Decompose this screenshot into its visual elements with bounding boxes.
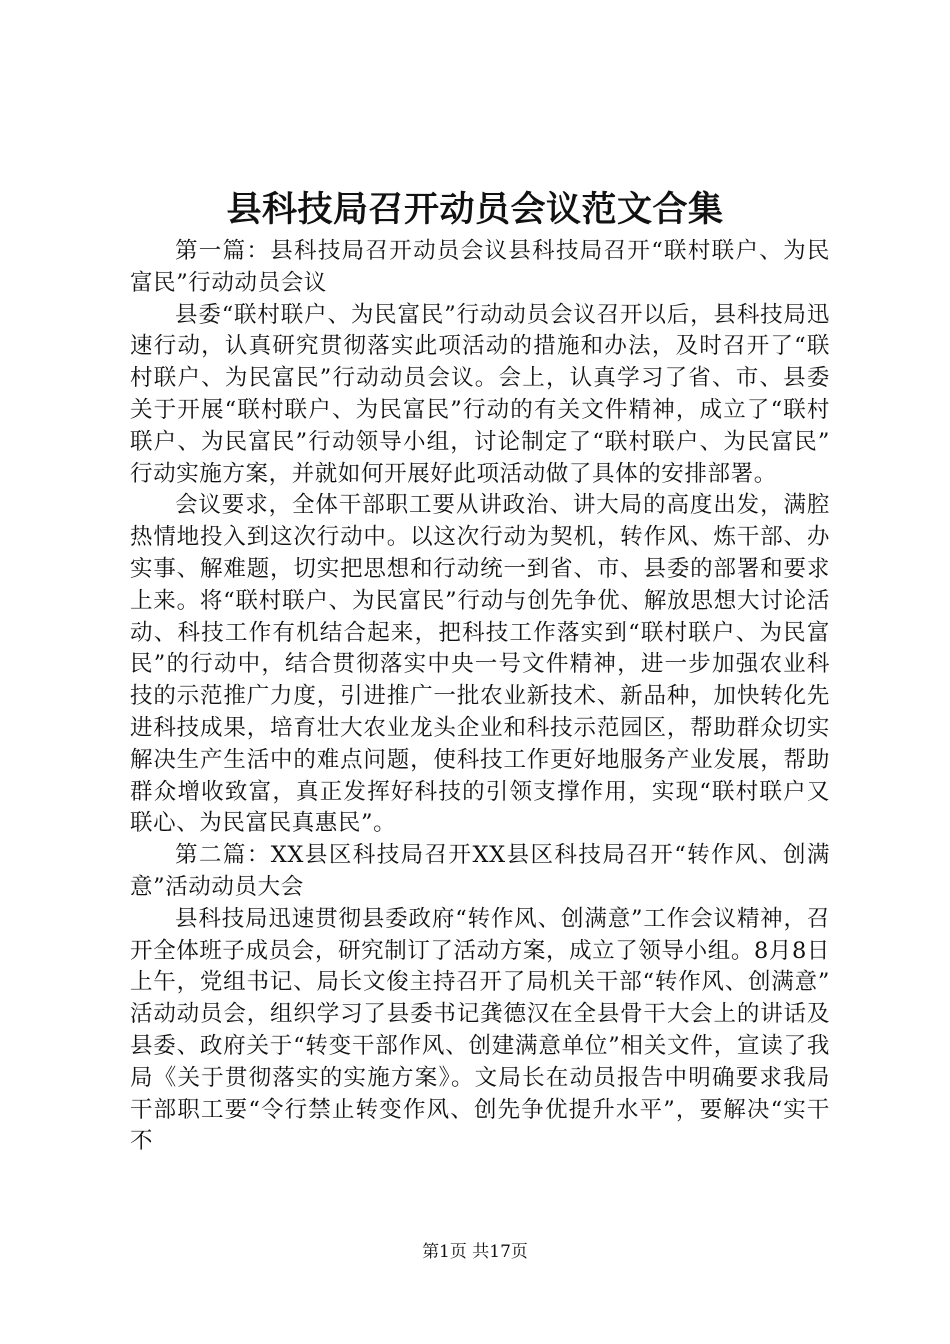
paragraph-part1-intro: 县委“联村联户、为民富民”行动动员会议召开以后，县科技局迅速行动，认真研究贯彻落实此项活动的措施和办法，及时召开了“联村联户、为民富民”行动动员会议。会上，认真学习了省、市、县委关于开展“联村联户、为民富民”行动的有关文件精神，成立了“联村联户、为民富民”行动领导小组，讨论制定了“联村联户、为民富民”行动实施方案，并就如何开展好此项活动做了具体的安排部署。 [130, 301, 830, 487]
paragraph-part2-heading: 第二篇：XX县区科技局召开XX县区科技局召开“转作风、创满意”活动动员大会 [130, 842, 830, 900]
paragraph-part2-body: 县科技局迅速贯彻县委政府“转作风、创满意”工作会议精神，召开全体班子成员会，研究制订了活动方案，成立了领导小组。8月8日上午，党组书记、局长文俊主持召开了局机关干部“转作风、创满意”活动动员会，组织学习了县委书记龚德汉在全县骨干大会上的讲话及县委、政府关于“转变干部作风、创建满意单位”相关文件，宣读了我局《关于贯彻落实的实施方案》。文局长在动员报告中明确要求我局干部职工要“令行禁止转变作风、创先争优提升水平”，要解决“实干不 [130, 905, 830, 1155]
paragraph-part1-requirements: 会议要求，全体干部职工要从讲政治、讲大局的高度出发，满腔热情地投入到这次行动中。以这次行动为契机，转作风、炼干部、办实事、解难题，切实把思想和行动统一到省、市、县委的部署和要求上来。将“联村联户、为民富民”行动与创先争优、解放思想大讨论活动、科技工作有机结合起来，把科技工作落实到“联村联户、为民富民”的行动中，结合贯彻落实中央一号文件精神，进一步加强农业科技的示范推广力度，引进推广一批农业新技术、新品种，加快转化先进科技成果，培育壮大农业龙头企业和科技示范园区，帮助群众切实解决生产生活中的难点问题，使科技工作更好地服务产业发展，帮助群众增收致富，真正发挥好科技的引领支撑作用，实现“联村联户又联心、为民富民真惠民”。 [130, 492, 830, 837]
paragraph-part1-heading: 第一篇：县科技局召开动员会议县科技局召开“联村联户、为民富民”行动动员会议 [130, 238, 830, 296]
page-number-footer: 第1页 共17页 [422, 1242, 528, 1262]
document-body [130, 236, 830, 1158]
document-title: 县科技局召开动员会议范文合集 [226, 189, 724, 230]
